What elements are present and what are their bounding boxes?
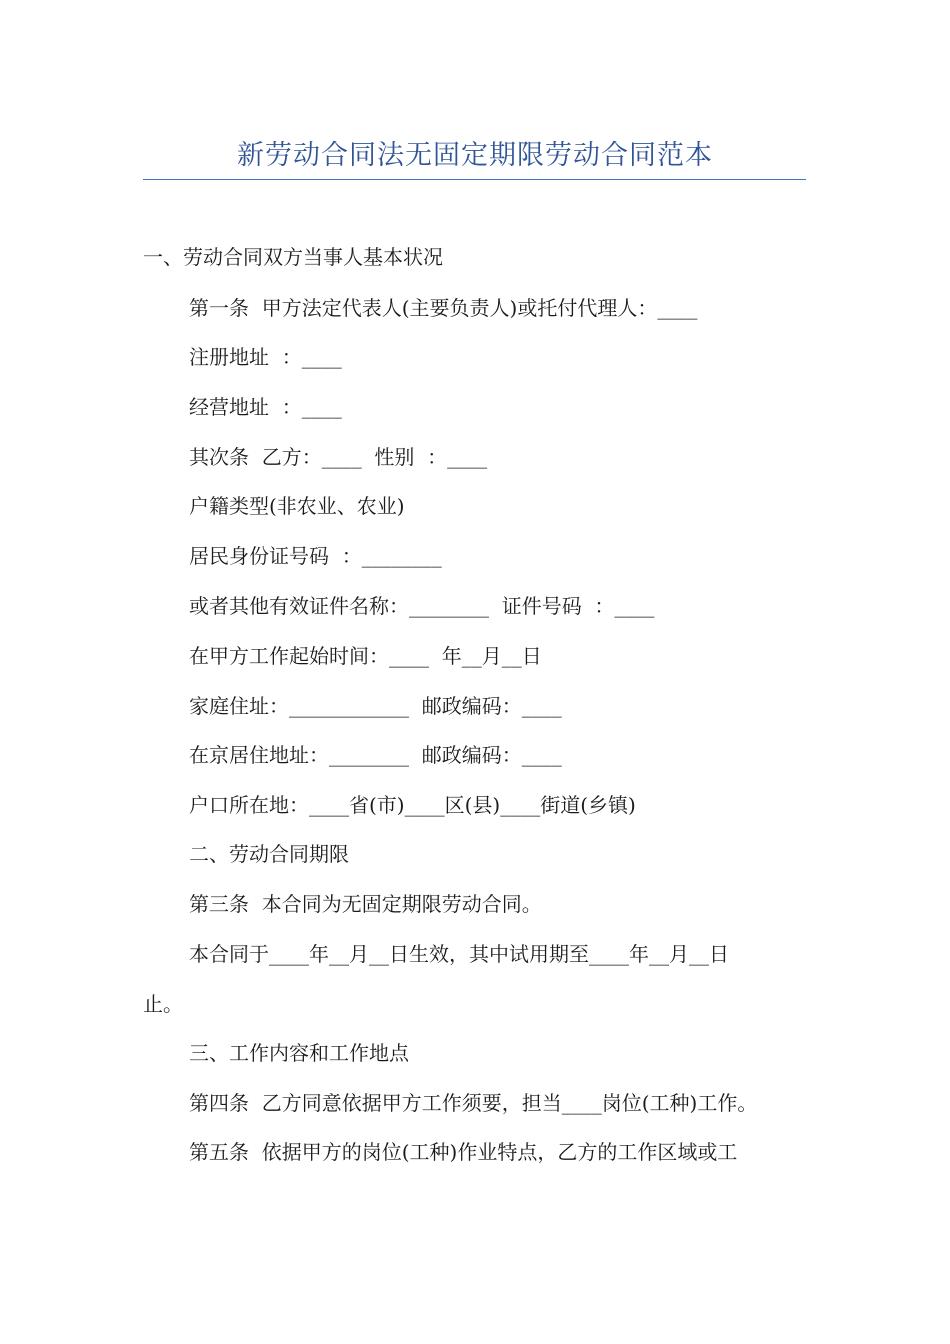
beijing-address-line: 在京居住地址：________ 邮政编码：____ [189,743,562,767]
title-underline [143,179,806,180]
hukou-location-line: 户口所在地：____省(市)____区(县)____街道(乡镇) [189,793,636,817]
article-4-line: 第四条 乙方同意依据甲方工作须要，担当____岗位(工种)工作。 [189,1091,758,1115]
article-2-line: 其次条 乙方：____ 性别 ：____ [189,445,488,469]
effective-date-line: 本合同于____年__月__日生效，其中试用期至____年__月__日 [189,942,729,966]
other-certificate-line: 或者其他有效证件名称：________ 证件号码 ：____ [189,594,655,618]
article-3-line: 第三条 本合同为无固定期限劳动合同。 [189,892,542,916]
section-heading-3: 三、工作内容和工作地点 [189,1041,409,1065]
article-1-line: 第一条 甲方法定代表人(主要负责人)或托付代理人：____ [189,296,698,320]
effective-date-line-end: 止。 [143,992,183,1016]
registered-address-line: 注册地址 ：____ [189,345,342,369]
id-number-line: 居民身份证号码 ：________ [189,544,442,568]
business-address-line: 经营地址 ：____ [189,395,342,419]
household-type-line: 户籍类型(非农业、农业) [189,494,405,518]
section-heading-1: 一、劳动合同双方当事人基本状况 [143,245,443,269]
start-date-line: 在甲方工作起始时间：____ 年__月__日 [189,644,542,668]
home-address-line: 家庭住址：____________ 邮政编码：____ [189,694,562,718]
document-title: 新劳动合同法无固定期限劳动合同范本 [237,140,713,171]
article-5-line: 第五条 依据甲方的岗位(工种)作业特点，乙方的工作区域或工 [189,1140,738,1164]
section-heading-2: 二、劳动合同期限 [189,842,349,866]
